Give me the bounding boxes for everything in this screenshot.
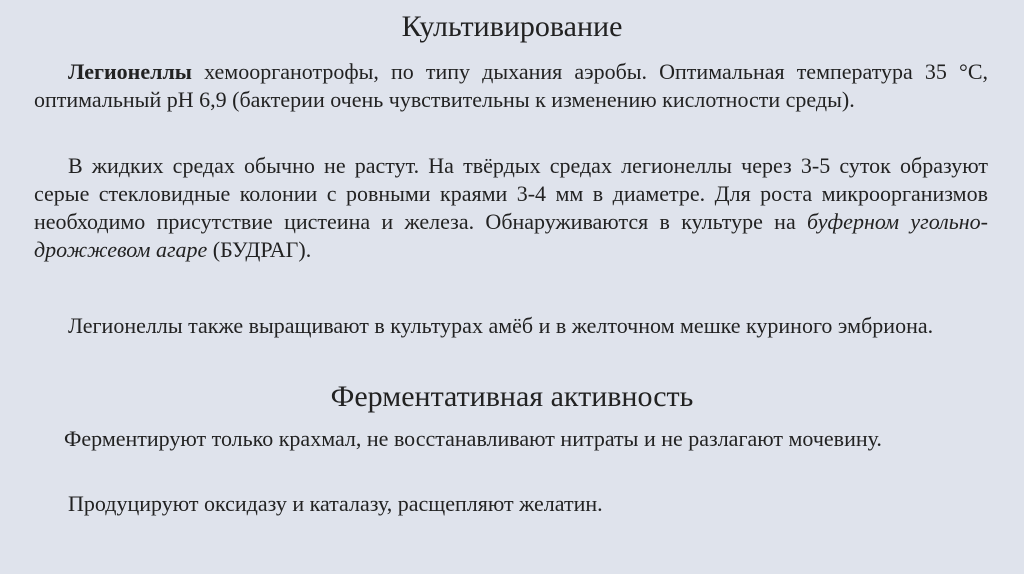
paragraph-text-tail: (БУДРАГ). (207, 237, 312, 262)
bold-term-legionella: Легионеллы (68, 59, 192, 84)
paragraph-cultivation-1 (34, 58, 988, 114)
paragraph-cultivation-2 (34, 152, 988, 264)
paragraph-enzymatic-1 (34, 425, 988, 453)
paragraph-text: Легионеллы также выращивают в культурах амёб и в желточном мешке куриного эмбриона. (68, 313, 934, 338)
paragraph-text: В жидких средах обычно не растут. На твёрдых средах легионеллы через 3-5 суток образуют серые стекловидные колонии с ровными краями 3-4 мм в диаметре. Для роста микроорганизмов необходимо присутствие цистеина и железа. Обнаруживаются в культуре на (34, 153, 988, 234)
section-title-cultivation: Культивирование (401, 10, 623, 43)
paragraph-text: Продуцируют оксидазу и каталазу, расщепляют желатин. (68, 491, 603, 516)
section-title-enzymatic-activity: Ферментативная активность (330, 380, 694, 413)
paragraph-text: хемоорганотрофы, по типу дыхания аэробы. Оптимальная температура 35 °С, оптимальный рН 6,9 (бактерии очень чувствительны к изменению кислотности среды). (34, 59, 988, 112)
paragraph-cultivation-3 (34, 312, 988, 340)
italic-term-bcye-agar: буферном угольно-дрожжевом агаре (34, 209, 988, 262)
paragraph-enzymatic-2 (34, 490, 988, 518)
paragraph-text: Ферментируют только крахмал, не восстанавливают нитраты и не разлагают мочевину. (64, 426, 882, 451)
